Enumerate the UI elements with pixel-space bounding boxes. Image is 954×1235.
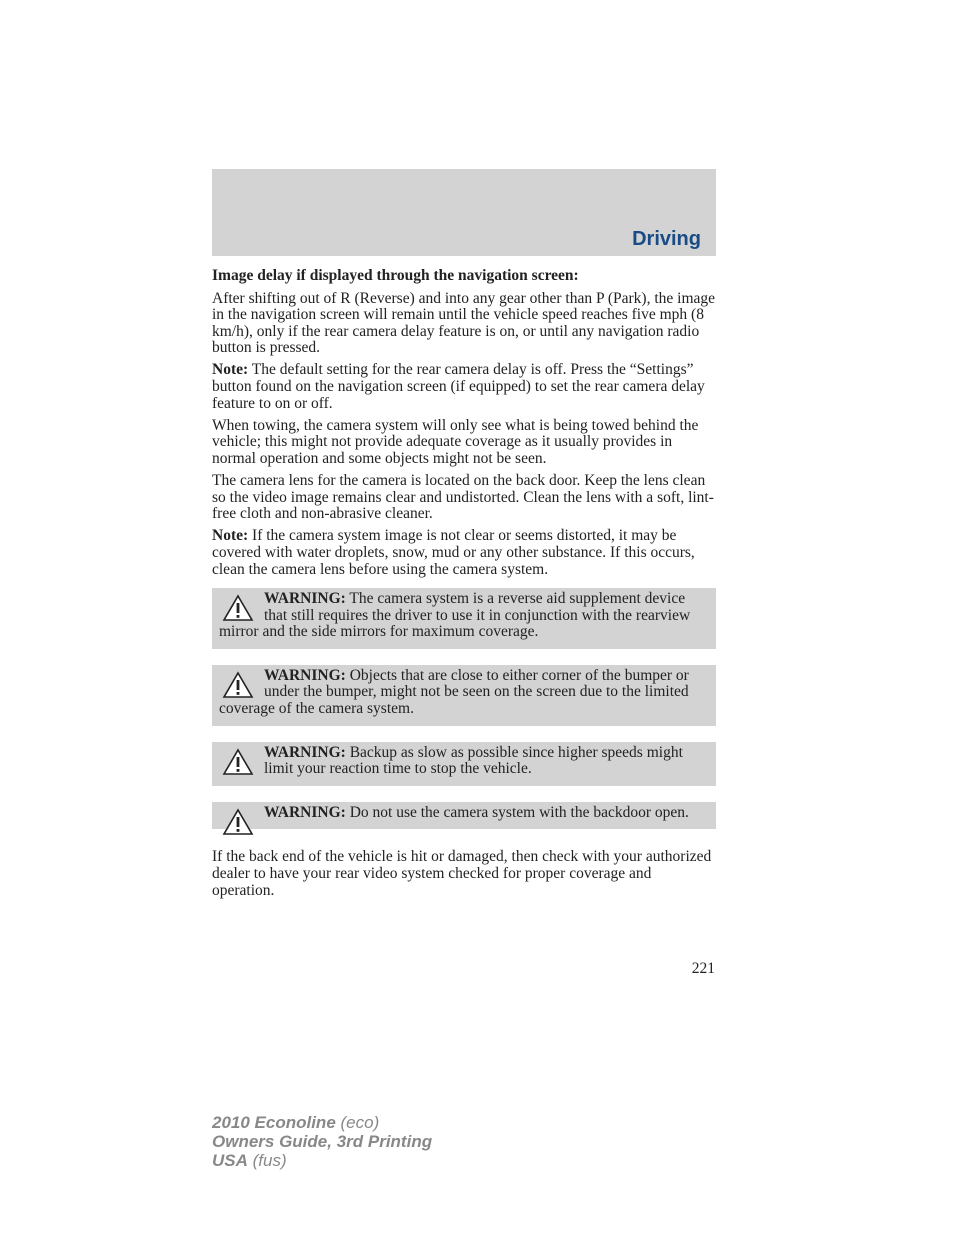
warning-triangle-icon	[222, 808, 254, 836]
warning-text: The camera system is a reverse aid supplement device that still requires the driver to use it in conjunction with the rearview mirror and the side mirrors for maximum coverage.	[219, 590, 691, 641]
page-content	[212, 268, 716, 905]
warning-text: Backup as slow as possible since higher speeds might limit your reaction time to stop the vehicle.	[264, 743, 683, 778]
note-label: Note:	[212, 361, 249, 379]
warning-box	[212, 665, 716, 726]
note-default-setting	[212, 362, 716, 412]
note-image-distorted	[212, 528, 716, 578]
note-text: The default setting for the rear camera delay is off. Press the “Settings” button found on the navigation screen (if equipped) to set the rear camera delay feature to on or off.	[212, 361, 705, 412]
footer-model: 2010 Econoline	[212, 1113, 336, 1132]
paragraph-towing: When towing, the camera system will only see what is being towed behind the vehicle; this might not provide adequate coverage as it usually provides in normal operation and some objects might not be seen.	[212, 416, 699, 467]
paragraph-camera-lens: The camera lens for the camera is located on the back door. Keep the lens clean so the video image remains clear and undistorted. Clean the lens with a soft, lint-free cloth and non-abrasive cleaner.	[212, 472, 714, 523]
warning-label: WARNING:	[264, 666, 346, 684]
note-label: Note:	[212, 527, 249, 545]
warning-box	[212, 742, 716, 786]
warning-triangle-icon	[222, 594, 254, 622]
warning-triangle-icon	[222, 671, 254, 699]
warning-text: Do not use the camera system with the backdoor open.	[345, 803, 689, 821]
section-header-band	[212, 169, 716, 256]
footer-region: USA	[212, 1151, 248, 1170]
footer-line-3	[212, 1151, 432, 1170]
warning-label: WARNING:	[264, 590, 346, 608]
page-number: 221	[691, 960, 715, 977]
footer-line-1	[212, 1113, 432, 1132]
warning-label: WARNING:	[264, 743, 346, 761]
footer-model-code: (eco)	[335, 1113, 380, 1132]
note-text: If the camera system image is not clear or seems distorted, it may be covered with water droplets, snow, mud or any other substance. If this occurs, clean the camera lens before using the camera system.	[212, 527, 695, 578]
warning-label: WARNING:	[264, 803, 346, 821]
footer-region-code: (fus)	[247, 1151, 287, 1170]
section-title: Driving	[632, 228, 701, 250]
warning-box	[212, 802, 716, 830]
footer-line-2	[212, 1132, 432, 1151]
footer-guide: Owners Guide, 3rd Printing	[212, 1132, 433, 1151]
subheading: Image delay if displayed through the navigation screen:	[212, 267, 579, 284]
paragraph-damage: If the back end of the vehicle is hit or damaged, then check with your authorized dealer to have your rear video system checked for proper coverage and operation.	[212, 848, 712, 899]
warning-triangle-icon	[222, 748, 254, 776]
warning-text: Objects that are close to either corner of the bumper or under the bumper, might not be seen on the screen due to the limited coverage of the camera system.	[219, 666, 689, 718]
footer	[212, 1113, 432, 1170]
paragraph-image-delay: After shifting out of R (Reverse) and into any gear other than P (Park), the image in the navigation screen will remain until the vehicle speed reaches five mph (8 km/h), only if the rear camera delay feature is on, or until any navigation radio button is pressed.	[212, 289, 716, 357]
warning-box	[212, 588, 716, 649]
